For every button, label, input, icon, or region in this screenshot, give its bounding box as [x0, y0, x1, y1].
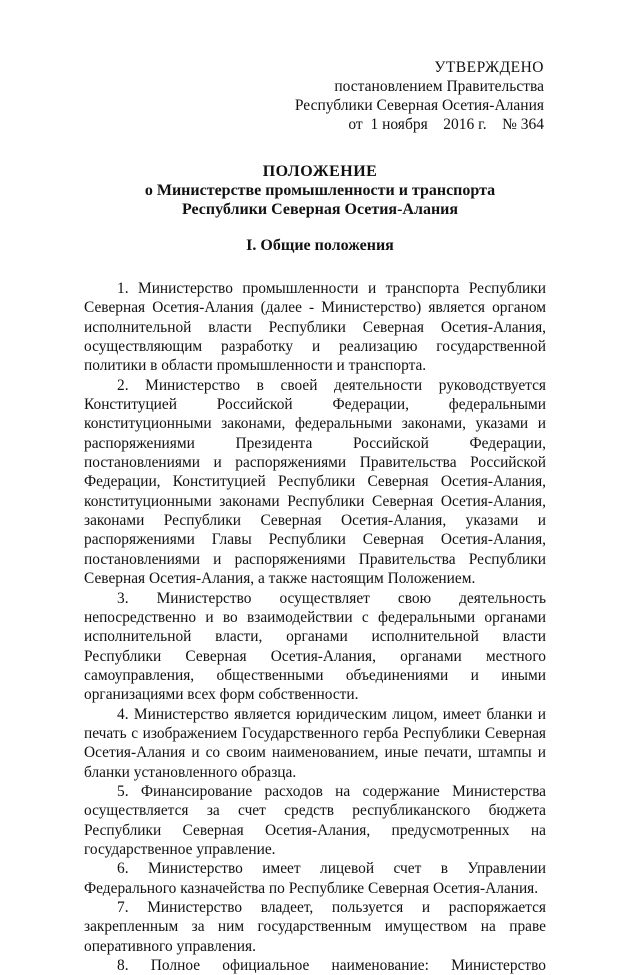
- paragraph-7: 7. Министерство владеет, пользуется и распоряжается закрепленным за ним государственным имуществом на праве оперативного управления.: [84, 899, 546, 955]
- section-title: I. Общие положения: [246, 237, 394, 254]
- approval-number: № 364: [502, 116, 544, 133]
- paragraph-2: 2. Министерство в своей деятельности руководствуется Конституцией Российской Федерации, федеральными конституционными законами, федеральными законами, указами и распоряжениями Президента Российской Федерации, постановлениями и распоряжениями Правительства Российской Федерации, Конституцией Республики Северная Осетия-Алания, конституционными законами Республики Северная Осетия-Алания, законами Республики Северная Осетия-Алания, указами и распоряжениями Главы Республики Северная Осетия-Алания, постановлениями и распоряжениями Правительства Республики Северная Осетия-Алания, а также настоящим Положением.: [84, 376, 546, 588]
- paragraph-4: 4. Министерство является юридическим лицом, имеет бланки и печать с изображением Государственного герба Республики Северная Осетия-Алания и со своим наименованием, иные печати, штампы и бланки установленного образца.: [84, 705, 546, 781]
- approval-date-line: [295, 115, 544, 134]
- paragraph-3: 3. Министерство осуществляет свою деятельность непосредственно и во взаимодействии с федеральными органами исполнительной власти, органами исполнительной власти Республики Северная Осетия-Алания, органами местного самоуправления, общественными объединениями и иными организациями всех форм собственности.: [84, 589, 546, 704]
- approval-line-1: постановлением Правительства: [334, 78, 544, 95]
- approval-line-2: Республики Северная Осетия-Алания: [294, 97, 544, 114]
- document-body: [84, 279, 546, 975]
- approval-date-prefix: от: [348, 116, 363, 133]
- paragraph-1: 1. Министерство промышленности и транспорта Республики Северная Осетия-Алания (далее - Министерство) является органом исполнительной власти Республики Северная Осетия-Алания, осуществляющим разработку и реализацию государственной политики в области промышленности и транспорта.: [84, 280, 546, 375]
- paragraph-8-start: 8. Полное официальное наименование: Министерство: [117, 957, 546, 975]
- approval-stamp: [295, 58, 544, 134]
- approval-date-value: 1 ноября: [370, 116, 428, 133]
- document-title: ПОЛОЖЕНИЕ: [262, 163, 378, 180]
- paragraph-5: 5. Финансирование расходов на содержание Министерства осуществляется за счет средств республиканского бюджета Республики Северная Осетия-Алания, предусмотренных на государственное управление.: [84, 782, 546, 858]
- approval-year: 2016 г.: [443, 116, 487, 133]
- approval-title: УТВЕРЖДЕНО: [434, 59, 544, 76]
- paragraph-6: 6. Министерство имеет лицевой счет в Управлении Федерального казначейства по Республике Северная Осетия-Алания.: [84, 860, 546, 897]
- document-subtitle-1: о Министерстве промышленности и транспорта: [144, 182, 496, 199]
- document-heading: [0, 162, 640, 219]
- document-subtitle-2: Республики Северная Осетия-Алания: [181, 201, 459, 218]
